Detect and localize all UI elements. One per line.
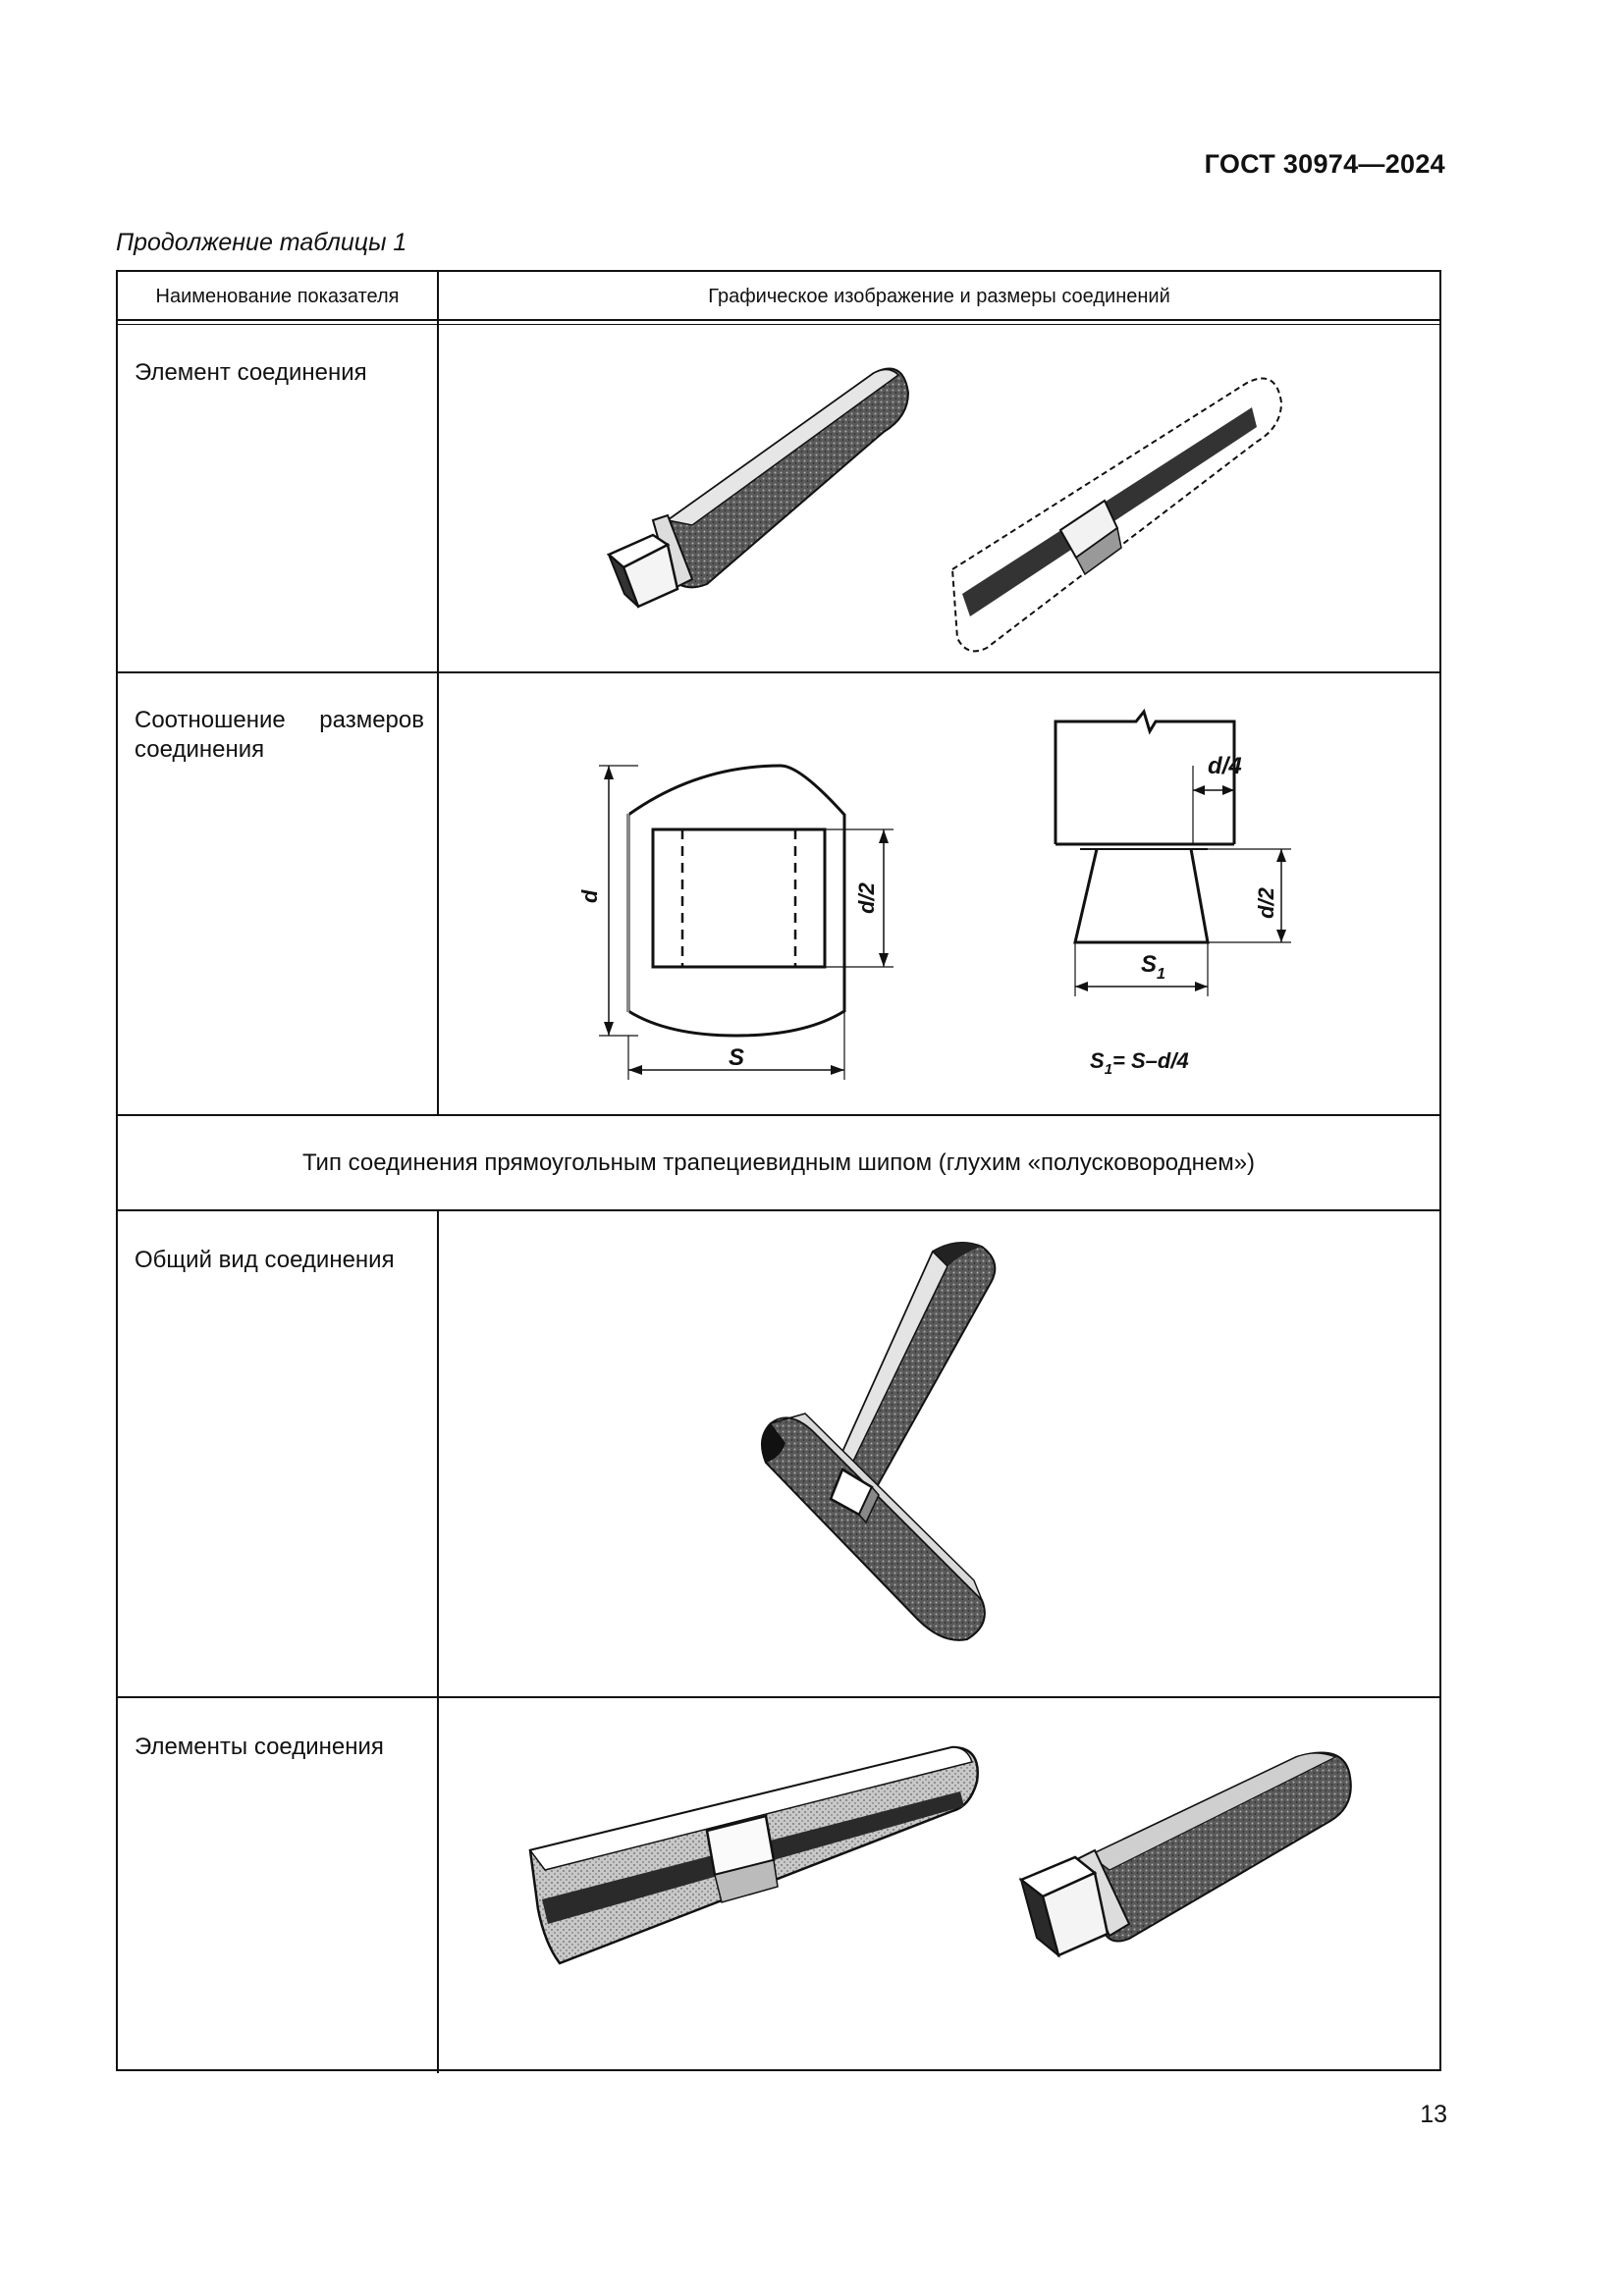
row-label-dimension-ratio: Соотношение размеров соединения [135,707,424,763]
dimension-ratio-drawing [579,707,1286,1080]
dim-s-label: S [728,1044,745,1071]
formula-s: S [1090,1048,1105,1073]
row-divider-1 [118,671,1439,673]
joint-elements-drawing [589,353,1296,648]
column-header-indicator: Наименование показателя [155,285,400,307]
column-header-graphics: Графическое изображение и размеры соединений [708,285,1170,307]
page-number: 13 [1420,2101,1447,2128]
tenon-piece [609,369,908,608]
formula-s1 [1090,1048,1189,1078]
cross-section-view [599,766,893,1080]
table-continuation-caption: Продолжение таблицы 1 [116,229,407,256]
dim-d2-label: d/2 [854,882,879,914]
formula-rest: = S–d/4 [1112,1048,1189,1073]
dim-tenon-d2-label: d/2 [1254,887,1278,919]
row-label-joint-element: Элемент соединения [135,359,367,386]
joint-type-title: Тип соединения прямоугольным трапециевидным шипом (глухим «полусковороднем») [301,1149,1256,1176]
dim-s1-subscript: 1 [1157,966,1165,983]
dim-s1-label [1141,951,1165,983]
formula-subscript: 1 [1104,1061,1113,1078]
dim-s1-letter: S [1141,951,1158,978]
dim-d-label: d [577,889,602,903]
t-joint-general-view [746,1242,1159,1674]
column-divider-top [437,272,439,1116]
mortise-piece [952,379,1281,652]
tenon-side-view [1056,712,1291,996]
row-divider-4 [118,1696,1439,1698]
row-label-general-view: Общий вид соединения [135,1247,395,1273]
header-rule-double [118,324,1439,325]
tenon-rod [1021,1753,1351,1956]
mortise-rod [530,1747,978,1963]
column-divider-bottom [437,1210,439,2073]
document-code: ГОСТ 30974—2024 [1204,149,1445,179]
row-label-joint-elements: Элементы соединения [135,1734,384,1760]
joint-elements-drawing-2 [520,1728,1365,1993]
dim-d4-label: d/4 [1208,753,1242,779]
